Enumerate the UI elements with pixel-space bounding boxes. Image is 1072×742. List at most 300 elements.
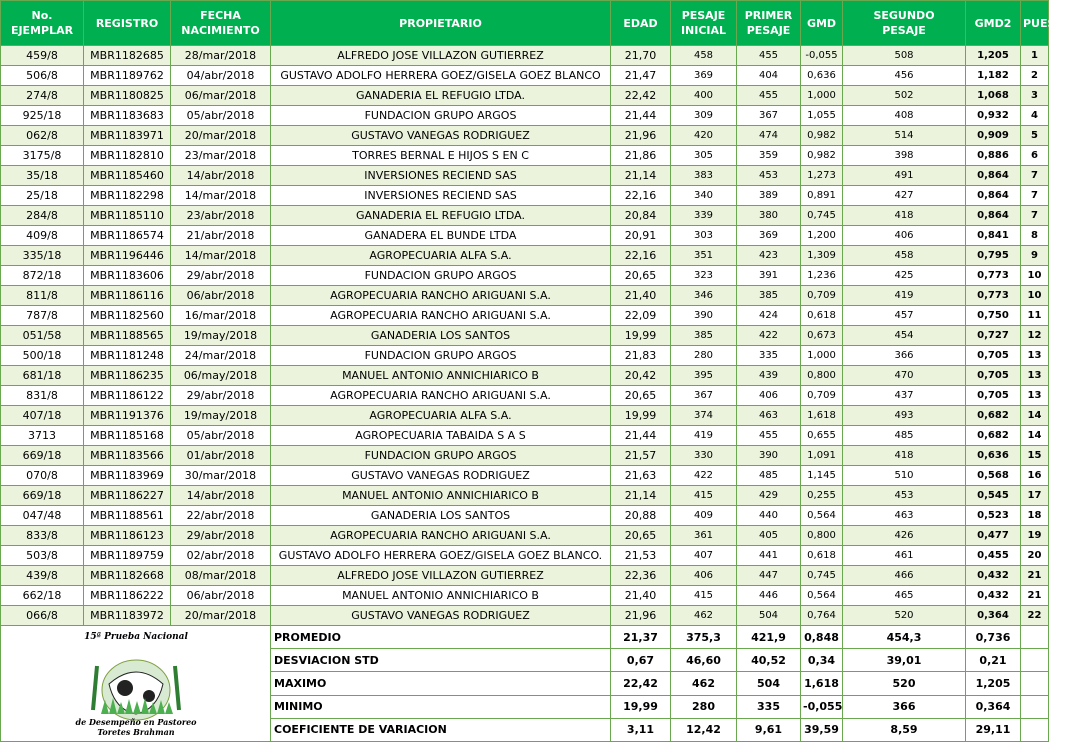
stat-value: 39,59 (801, 718, 843, 741)
stat-value: 504 (737, 672, 801, 695)
cell-pesaje-inicial: 280 (671, 346, 737, 366)
cell-fecha: 06/abr/2018 (171, 586, 271, 606)
cell-propietario: FUNDACION GRUPO ARGOS (271, 346, 611, 366)
stat-value: -0,055 (801, 695, 843, 718)
stat-row (1, 626, 1049, 649)
header-registro: REGISTRO (84, 1, 171, 46)
cell-registro: MBR1188565 (84, 326, 171, 346)
stat-value: 40,52 (737, 649, 801, 672)
cell-pesaje-inicial: 361 (671, 526, 737, 546)
cell-propietario: FUNDACION GRUPO ARGOS (271, 106, 611, 126)
stat-label: COEFICIENTE DE VARIACION (271, 718, 611, 741)
cell-primer-pesaje: 439 (737, 366, 801, 386)
cell-fecha: 06/abr/2018 (171, 286, 271, 306)
cell-propietario: MANUEL ANTONIO ANNICHIARICO B (271, 586, 611, 606)
cell-gmd: 0,982 (801, 146, 843, 166)
stat-value: 520 (843, 672, 966, 695)
cell-gmd2: 0,432 (966, 586, 1021, 606)
cell-primer-pesaje: 485 (737, 466, 801, 486)
table-row (1, 606, 1049, 626)
cell-fecha: 20/mar/2018 (171, 126, 271, 146)
cell-ejemplar: 35/18 (1, 166, 84, 186)
cell-primer-pesaje: 504 (737, 606, 801, 626)
table-row (1, 526, 1049, 546)
cell-gmd2: 0,864 (966, 206, 1021, 226)
cell-propietario: ALFREDO JOSE VILLAZON GUTIERREZ (271, 566, 611, 586)
cell-pesaje-inicial: 419 (671, 426, 737, 446)
cell-primer-pesaje: 463 (737, 406, 801, 426)
cell-registro: MBR1186574 (84, 226, 171, 246)
cell-edad: 21,96 (611, 606, 671, 626)
cell-fecha: 19/may/2018 (171, 326, 271, 346)
cell-primer-pesaje: 446 (737, 586, 801, 606)
stat-value: 46,60 (671, 649, 737, 672)
cell-pesaje-inicial: 383 (671, 166, 737, 186)
table-row (1, 366, 1049, 386)
table-row (1, 266, 1049, 286)
cell-propietario: MANUEL ANTONIO ANNICHIARICO B (271, 366, 611, 386)
cell-registro: MBR1182560 (84, 306, 171, 326)
cell-puesto: 10 (1021, 286, 1049, 306)
cell-gmd2: 0,864 (966, 166, 1021, 186)
cell-propietario: GANADERIA EL REFUGIO LTDA. (271, 206, 611, 226)
cell-propietario: GUSTAVO VANEGAS RODRIGUEZ (271, 606, 611, 626)
cell-pesaje-inicial: 374 (671, 406, 737, 426)
cell-registro: MBR1185460 (84, 166, 171, 186)
cell-segundo-pesaje: 418 (843, 206, 966, 226)
cell-gmd2: 0,727 (966, 326, 1021, 346)
table-row (1, 286, 1049, 306)
cell-primer-pesaje: 423 (737, 246, 801, 266)
cell-edad: 21,96 (611, 126, 671, 146)
cell-propietario: FUNDACION GRUPO ARGOS (271, 446, 611, 466)
cell-edad: 21,40 (611, 586, 671, 606)
cell-gmd2: 0,432 (966, 566, 1021, 586)
stat-label: MAXIMO (271, 672, 611, 695)
cell-propietario: AGROPECUARIA RANCHO ARIGUANI S.A. (271, 306, 611, 326)
table-row (1, 586, 1049, 606)
cell-propietario: AGROPECUARIA RANCHO ARIGUANI S.A. (271, 526, 611, 546)
cell-pesaje-inicial: 458 (671, 46, 737, 66)
cell-ejemplar: 669/18 (1, 446, 84, 466)
cell-primer-pesaje: 389 (737, 186, 801, 206)
cell-segundo-pesaje: 514 (843, 126, 966, 146)
cell-edad: 21,53 (611, 546, 671, 566)
cell-primer-pesaje: 367 (737, 106, 801, 126)
cell-edad: 21,86 (611, 146, 671, 166)
cell-registro: MBR1183683 (84, 106, 171, 126)
cell-ejemplar: 833/8 (1, 526, 84, 546)
cell-segundo-pesaje: 418 (843, 446, 966, 466)
stat-value: 462 (671, 672, 737, 695)
cell-registro: MBR1186122 (84, 386, 171, 406)
cell-segundo-pesaje: 453 (843, 486, 966, 506)
cell-registro: MBR1186123 (84, 526, 171, 546)
cell-registro: MBR1186227 (84, 486, 171, 506)
cell-registro: MBR1186116 (84, 286, 171, 306)
stat-label: DESVIACION STD (271, 649, 611, 672)
cell-segundo-pesaje: 425 (843, 266, 966, 286)
cell-puesto: 13 (1021, 346, 1049, 366)
cell-primer-pesaje: 369 (737, 226, 801, 246)
cell-propietario: GANADERIA EL REFUGIO LTDA. (271, 86, 611, 106)
cell-propietario: AGROPECUARIA RANCHO ARIGUANI S.A. (271, 386, 611, 406)
cell-edad: 21,63 (611, 466, 671, 486)
cell-primer-pesaje: 359 (737, 146, 801, 166)
cell-propietario: INVERSIONES RECIEND SAS (271, 186, 611, 206)
stat-empty (1021, 672, 1049, 695)
cell-registro: MBR1183606 (84, 266, 171, 286)
cell-primer-pesaje: 380 (737, 206, 801, 226)
cell-gmd: 1,055 (801, 106, 843, 126)
cell-edad: 20,91 (611, 226, 671, 246)
cell-propietario: AGROPECUARIA TABAIDA S A S (271, 426, 611, 446)
cell-segundo-pesaje: 485 (843, 426, 966, 446)
cell-edad: 21,47 (611, 66, 671, 86)
cell-puesto: 7 (1021, 186, 1049, 206)
cell-gmd2: 0,364 (966, 606, 1021, 626)
cell-gmd: 1,273 (801, 166, 843, 186)
cell-ejemplar: 3713 (1, 426, 84, 446)
cell-gmd: 0,564 (801, 586, 843, 606)
table-row (1, 346, 1049, 366)
cell-gmd: 1,309 (801, 246, 843, 266)
cell-edad: 20,65 (611, 526, 671, 546)
cell-fecha: 29/abr/2018 (171, 266, 271, 286)
cell-gmd: 0,800 (801, 526, 843, 546)
cell-fecha: 04/abr/2018 (171, 66, 271, 86)
cell-propietario: TORRES BERNAL E HIJOS S EN C (271, 146, 611, 166)
cell-ejemplar: 284/8 (1, 206, 84, 226)
cell-puesto: 14 (1021, 406, 1049, 426)
cell-ejemplar: 066/8 (1, 606, 84, 626)
cell-gmd2: 0,705 (966, 386, 1021, 406)
cell-gmd2: 0,523 (966, 506, 1021, 526)
logo-emblem (1, 626, 271, 738)
table-row (1, 146, 1049, 166)
cell-ejemplar: 925/18 (1, 106, 84, 126)
table-body (1, 46, 1049, 742)
cell-puesto: 15 (1021, 446, 1049, 466)
table-row (1, 546, 1049, 566)
cell-pesaje-inicial: 409 (671, 506, 737, 526)
table-row (1, 506, 1049, 526)
cell-registro: MBR1185168 (84, 426, 171, 446)
stat-value: 0,364 (966, 695, 1021, 718)
cell-segundo-pesaje: 454 (843, 326, 966, 346)
svg-text:15ª Prueba Nacional: 15ª Prueba Nacional (84, 632, 188, 642)
cell-registro: MBR1183972 (84, 606, 171, 626)
cell-primer-pesaje: 453 (737, 166, 801, 186)
cell-registro: MBR1180825 (84, 86, 171, 106)
cell-fecha: 06/may/2018 (171, 366, 271, 386)
cell-pesaje-inicial: 340 (671, 186, 737, 206)
table-row (1, 106, 1049, 126)
cell-registro: MBR1185110 (84, 206, 171, 226)
cell-registro: MBR1182810 (84, 146, 171, 166)
cell-primer-pesaje: 405 (737, 526, 801, 546)
cell-registro: MBR1196446 (84, 246, 171, 266)
cell-gmd: 1,091 (801, 446, 843, 466)
cell-primer-pesaje: 424 (737, 306, 801, 326)
cell-primer-pesaje: 404 (737, 66, 801, 86)
cell-edad: 20,42 (611, 366, 671, 386)
cell-segundo-pesaje: 520 (843, 606, 966, 626)
cell-gmd2: 0,682 (966, 426, 1021, 446)
cell-propietario: FUNDACION GRUPO ARGOS (271, 266, 611, 286)
cell-ejemplar: 409/8 (1, 226, 84, 246)
cell-gmd2: 0,841 (966, 226, 1021, 246)
cell-pesaje-inicial: 420 (671, 126, 737, 146)
header-edad: EDAD (611, 1, 671, 46)
cell-registro: MBR1191376 (84, 406, 171, 426)
cell-segundo-pesaje: 458 (843, 246, 966, 266)
cell-fecha: 14/abr/2018 (171, 486, 271, 506)
cell-gmd: 1,000 (801, 86, 843, 106)
cell-fecha: 24/mar/2018 (171, 346, 271, 366)
cell-ejemplar: 459/8 (1, 46, 84, 66)
cell-segundo-pesaje: 366 (843, 346, 966, 366)
cell-segundo-pesaje: 470 (843, 366, 966, 386)
cell-ejemplar: 407/18 (1, 406, 84, 426)
table-row (1, 126, 1049, 146)
cell-puesto: 5 (1021, 126, 1049, 146)
cell-ejemplar: 439/8 (1, 566, 84, 586)
cell-gmd: 1,000 (801, 346, 843, 366)
header-primer-pesaje: PRIMER PESAJE (737, 1, 801, 46)
cell-pesaje-inicial: 415 (671, 486, 737, 506)
stat-value: 375,3 (671, 626, 737, 649)
cell-fecha: 19/may/2018 (171, 406, 271, 426)
stat-value: 29,11 (966, 718, 1021, 741)
stat-value: 1,205 (966, 672, 1021, 695)
stat-value: 280 (671, 695, 737, 718)
cell-gmd2: 0,795 (966, 246, 1021, 266)
cell-primer-pesaje: 391 (737, 266, 801, 286)
cell-gmd: -0,055 (801, 46, 843, 66)
cell-fecha: 23/mar/2018 (171, 146, 271, 166)
cell-pesaje-inicial: 309 (671, 106, 737, 126)
cell-edad: 21,14 (611, 486, 671, 506)
stat-value: 0,21 (966, 649, 1021, 672)
stat-empty (1021, 649, 1049, 672)
cell-propietario: MANUEL ANTONIO ANNICHIARICO B (271, 486, 611, 506)
cell-gmd: 1,145 (801, 466, 843, 486)
table-row (1, 66, 1049, 86)
cell-primer-pesaje: 440 (737, 506, 801, 526)
cell-propietario: GUSTAVO VANEGAS RODRIGUEZ (271, 126, 611, 146)
cell-registro: MBR1189762 (84, 66, 171, 86)
cell-registro: MBR1183971 (84, 126, 171, 146)
cell-puesto: 2 (1021, 66, 1049, 86)
cell-segundo-pesaje: 408 (843, 106, 966, 126)
cell-primer-pesaje: 474 (737, 126, 801, 146)
stat-value: 3,11 (611, 718, 671, 741)
event-logo (1, 626, 271, 742)
cell-gmd2: 0,886 (966, 146, 1021, 166)
cell-segundo-pesaje: 508 (843, 46, 966, 66)
cell-segundo-pesaje: 466 (843, 566, 966, 586)
header-ejemplar: No. EJEMPLAR (1, 1, 84, 46)
cell-propietario: GUSTAVO VANEGAS RODRIGUEZ (271, 466, 611, 486)
cell-puesto: 6 (1021, 146, 1049, 166)
stat-value: 19,99 (611, 695, 671, 718)
cell-segundo-pesaje: 493 (843, 406, 966, 426)
cell-edad: 21,83 (611, 346, 671, 366)
cell-registro: MBR1186235 (84, 366, 171, 386)
cell-primer-pesaje: 422 (737, 326, 801, 346)
cell-registro: MBR1183566 (84, 446, 171, 466)
cell-gmd: 0,673 (801, 326, 843, 346)
svg-text:de Desempeño en Pastoreo: de Desempeño en Pastoreo (75, 717, 197, 727)
cell-fecha: 01/abr/2018 (171, 446, 271, 466)
table-row (1, 306, 1049, 326)
cell-fecha: 14/mar/2018 (171, 186, 271, 206)
cell-registro: MBR1189759 (84, 546, 171, 566)
cell-gmd: 0,618 (801, 546, 843, 566)
cell-ejemplar: 051/58 (1, 326, 84, 346)
cell-ejemplar: 506/8 (1, 66, 84, 86)
cell-fecha: 29/abr/2018 (171, 386, 271, 406)
cell-ejemplar: 831/8 (1, 386, 84, 406)
cell-edad: 21,44 (611, 426, 671, 446)
cell-segundo-pesaje: 426 (843, 526, 966, 546)
stat-empty (1021, 695, 1049, 718)
table-row (1, 186, 1049, 206)
cell-fecha: 16/mar/2018 (171, 306, 271, 326)
table-row (1, 206, 1049, 226)
cell-edad: 20,88 (611, 506, 671, 526)
table-row (1, 326, 1049, 346)
cell-gmd: 0,891 (801, 186, 843, 206)
cell-puesto: 9 (1021, 246, 1049, 266)
cell-edad: 20,65 (611, 386, 671, 406)
cell-gmd2: 0,773 (966, 266, 1021, 286)
cell-fecha: 20/mar/2018 (171, 606, 271, 626)
cell-propietario: AGROPECUARIA ALFA S.A. (271, 246, 611, 266)
cell-gmd2: 0,545 (966, 486, 1021, 506)
cell-segundo-pesaje: 491 (843, 166, 966, 186)
stat-value: 421,9 (737, 626, 801, 649)
cell-puesto: 14 (1021, 426, 1049, 446)
cell-pesaje-inicial: 390 (671, 306, 737, 326)
cell-propietario: AGROPECUARIA RANCHO ARIGUANI S.A. (271, 286, 611, 306)
cell-pesaje-inicial: 369 (671, 66, 737, 86)
cell-gmd2: 1,182 (966, 66, 1021, 86)
cell-registro: MBR1182685 (84, 46, 171, 66)
cell-puesto: 11 (1021, 306, 1049, 326)
cell-registro: MBR1182668 (84, 566, 171, 586)
cell-puesto: 4 (1021, 106, 1049, 126)
cell-primer-pesaje: 385 (737, 286, 801, 306)
cell-gmd: 0,764 (801, 606, 843, 626)
stat-label: PROMEDIO (271, 626, 611, 649)
header-gmd2: GMD2 (966, 1, 1021, 46)
stat-empty (1021, 718, 1049, 741)
cell-gmd: 0,709 (801, 386, 843, 406)
cell-pesaje-inicial: 400 (671, 86, 737, 106)
cell-fecha: 30/mar/2018 (171, 466, 271, 486)
cell-edad: 21,44 (611, 106, 671, 126)
cell-pesaje-inicial: 367 (671, 386, 737, 406)
cell-segundo-pesaje: 465 (843, 586, 966, 606)
stat-value: 454,3 (843, 626, 966, 649)
cell-gmd2: 0,864 (966, 186, 1021, 206)
cell-primer-pesaje: 441 (737, 546, 801, 566)
cell-propietario: ALFREDO JOSE VILLAZON GUTIERREZ (271, 46, 611, 66)
cell-gmd: 0,655 (801, 426, 843, 446)
cell-fecha: 14/abr/2018 (171, 166, 271, 186)
table-row (1, 46, 1049, 66)
cell-edad: 21,57 (611, 446, 671, 466)
cell-puesto: 20 (1021, 546, 1049, 566)
table-row (1, 86, 1049, 106)
cell-ejemplar: 335/18 (1, 246, 84, 266)
cell-ejemplar: 872/18 (1, 266, 84, 286)
cell-edad: 19,99 (611, 406, 671, 426)
cell-segundo-pesaje: 502 (843, 86, 966, 106)
cell-propietario: GANADERA EL BUNDE LTDA (271, 226, 611, 246)
table-row (1, 566, 1049, 586)
cell-segundo-pesaje: 406 (843, 226, 966, 246)
cell-edad: 21,70 (611, 46, 671, 66)
header-pesaje-inicial: PESAJE INICIAL (671, 1, 737, 46)
cell-gmd: 1,200 (801, 226, 843, 246)
cell-primer-pesaje: 455 (737, 46, 801, 66)
cell-segundo-pesaje: 427 (843, 186, 966, 206)
cell-registro: MBR1188561 (84, 506, 171, 526)
cell-primer-pesaje: 455 (737, 426, 801, 446)
cell-fecha: 22/abr/2018 (171, 506, 271, 526)
cell-puesto: 7 (1021, 206, 1049, 226)
cell-puesto: 3 (1021, 86, 1049, 106)
cell-propietario: GANADERIA LOS SANTOS (271, 506, 611, 526)
cell-registro: MBR1182298 (84, 186, 171, 206)
cell-puesto: 17 (1021, 486, 1049, 506)
cell-edad: 22,42 (611, 86, 671, 106)
stat-value: 335 (737, 695, 801, 718)
stat-value: 39,01 (843, 649, 966, 672)
cell-fecha: 06/mar/2018 (171, 86, 271, 106)
table-row (1, 386, 1049, 406)
cell-propietario: GUSTAVO ADOLFO HERRERA GOEZ/GISELA GOEZ BLANCO. (271, 546, 611, 566)
stat-value: 0,736 (966, 626, 1021, 649)
cell-registro: MBR1181248 (84, 346, 171, 366)
cell-puesto: 7 (1021, 166, 1049, 186)
cell-gmd: 1,236 (801, 266, 843, 286)
cell-pesaje-inicial: 422 (671, 466, 737, 486)
cell-gmd: 0,564 (801, 506, 843, 526)
cell-primer-pesaje: 455 (737, 86, 801, 106)
cell-gmd: 0,618 (801, 306, 843, 326)
cell-puesto: 10 (1021, 266, 1049, 286)
cell-edad: 19,99 (611, 326, 671, 346)
stat-value: 9,61 (737, 718, 801, 741)
cell-ejemplar: 500/18 (1, 346, 84, 366)
cell-edad: 22,16 (611, 186, 671, 206)
cell-puesto: 12 (1021, 326, 1049, 346)
cell-edad: 21,40 (611, 286, 671, 306)
stat-value: 366 (843, 695, 966, 718)
cell-puesto: 1 (1021, 46, 1049, 66)
cell-gmd2: 1,068 (966, 86, 1021, 106)
cell-fecha: 14/mar/2018 (171, 246, 271, 266)
cell-pesaje-inicial: 323 (671, 266, 737, 286)
table-row (1, 446, 1049, 466)
table-row (1, 486, 1049, 506)
cell-pesaje-inicial: 305 (671, 146, 737, 166)
stat-value: 22,42 (611, 672, 671, 695)
